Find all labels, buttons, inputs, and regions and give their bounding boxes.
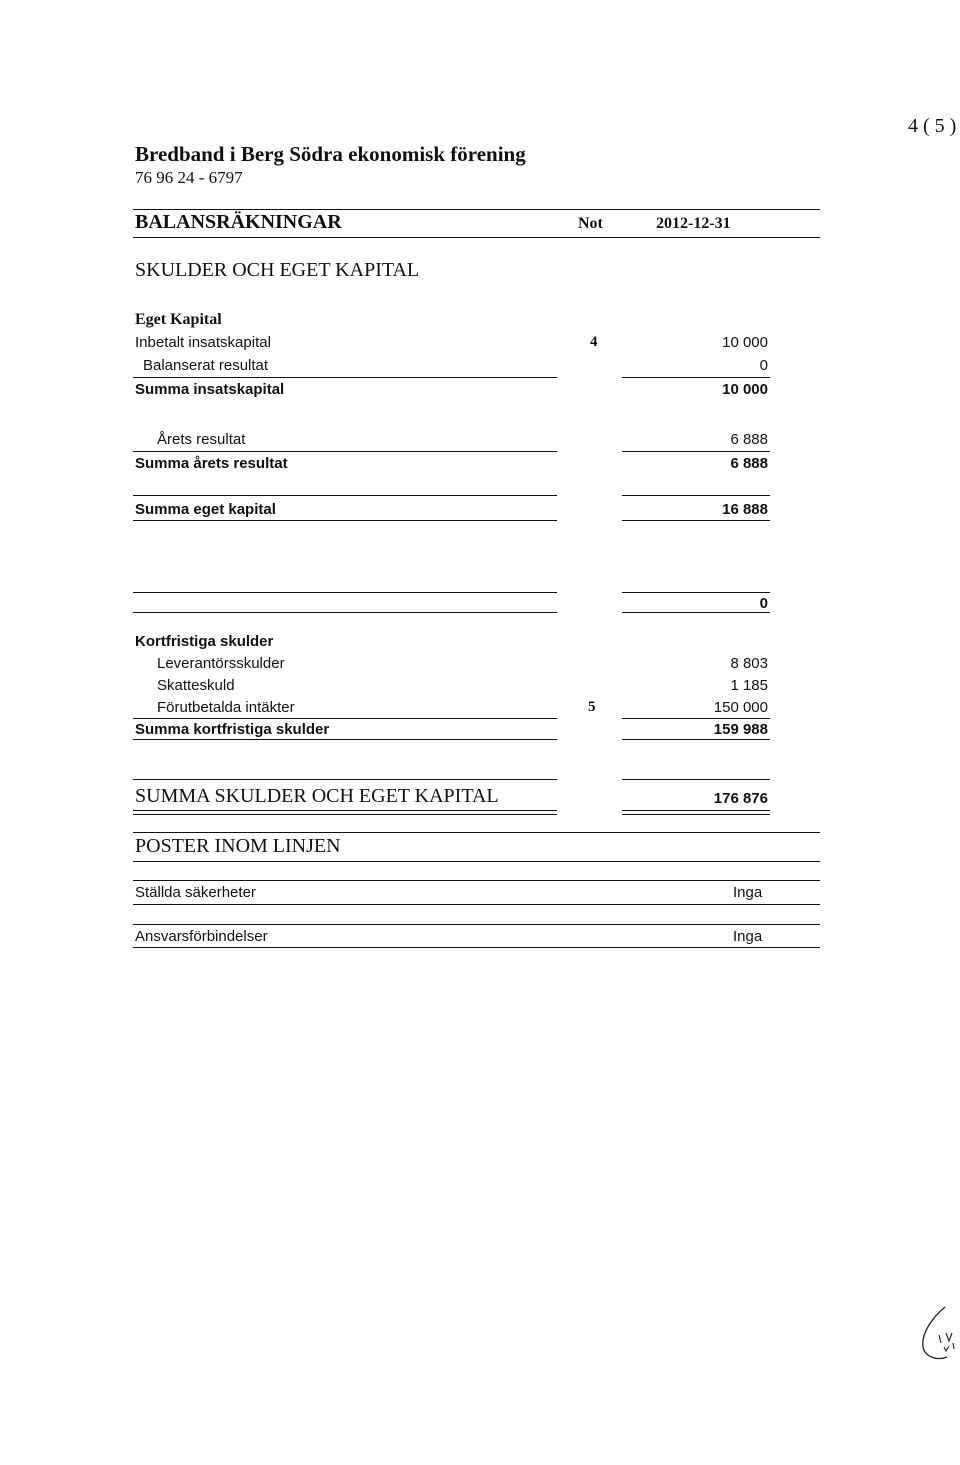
page-number: 4 ( 5 )	[908, 115, 957, 137]
header-top-rule	[133, 209, 820, 210]
grand-total-double-rule	[133, 810, 557, 811]
subtotal-bottom-rule	[133, 739, 557, 740]
total-top-rule	[133, 495, 557, 496]
subtotal-bottom-rule	[622, 739, 770, 740]
row-label: Skatteskuld	[157, 677, 235, 694]
row-value: 8 803	[730, 655, 768, 672]
row-value: 1 185	[730, 677, 768, 694]
subtotal-rule	[133, 451, 557, 452]
poster-row-value: Inga	[733, 884, 763, 901]
row-value: 150 000	[713, 699, 768, 716]
blank-bottom-rule	[622, 612, 770, 613]
subtotal-rule	[622, 377, 770, 378]
row-label: Inbetalt insatskapital	[135, 334, 271, 351]
header-bottom-rule	[133, 237, 820, 238]
row-label: Leverantörsskulder	[157, 655, 285, 672]
org-number: 76 96 24 - 6797	[135, 168, 243, 187]
total-bottom-rule	[133, 520, 557, 521]
row-note: 5	[588, 699, 596, 715]
total-top-rule	[622, 495, 770, 496]
summa-insatskapital-value: 10 000	[722, 381, 768, 398]
summa-kortfristiga-value: 159 988	[713, 721, 768, 738]
blank-bottom-rule	[133, 612, 557, 613]
row-value: 0	[759, 357, 768, 374]
page-title: BALANSRÄKNINGAR	[135, 211, 342, 233]
poster-row-rule	[133, 904, 820, 905]
subtotal-rule	[622, 718, 770, 719]
poster-top-rule	[133, 832, 820, 833]
summa-eget-kapital-value: 16 888	[722, 501, 768, 518]
date-column-header: 2012-12-31	[656, 215, 731, 232]
summa-arets-resultat-value: 6 888	[730, 455, 768, 472]
poster-row-rule	[133, 924, 820, 925]
arets-resultat-value: 6 888	[730, 431, 768, 448]
section-title: SKULDER OCH EGET KAPITAL	[135, 259, 420, 281]
total-bottom-rule	[622, 520, 770, 521]
poster-row-rule	[133, 947, 820, 948]
row-label: Balanserat resultat	[143, 357, 269, 374]
blank-top-rule	[133, 592, 557, 593]
poster-row-label: Ställda säkerheter	[135, 884, 256, 901]
signature-initials	[915, 1305, 960, 1365]
summa-kortfristiga-label: Summa kortfristiga skulder	[135, 721, 330, 738]
grand-total-double-rule	[133, 814, 557, 815]
grand-total-top-rule	[133, 779, 557, 780]
summa-eget-kapital-label: Summa eget kapital	[135, 501, 276, 518]
arets-resultat-label: Årets resultat	[157, 431, 246, 448]
subtotal-rule	[133, 377, 557, 378]
poster-row-value: Inga	[733, 928, 763, 945]
row-value: 10 000	[722, 334, 768, 351]
blank-section-value: 0	[759, 595, 768, 612]
blank-top-rule	[622, 592, 770, 593]
grand-total-double-rule	[622, 814, 770, 815]
poster-title-rule	[133, 861, 820, 862]
eget-kapital-heading: Eget Kapital	[135, 311, 222, 328]
grand-total-value: 176 876	[713, 790, 768, 807]
summa-insatskapital-label: Summa insatskapital	[135, 381, 285, 398]
poster-title: POSTER INOM LINJEN	[135, 835, 341, 857]
summa-arets-resultat-label: Summa årets resultat	[135, 455, 288, 472]
poster-row-label: Ansvarsförbindelser	[135, 928, 268, 945]
grand-total-double-rule	[622, 810, 770, 811]
company-name: Bredband i Berg Södra ekonomisk förening	[135, 142, 526, 166]
note-column-header: Not	[578, 215, 603, 232]
grand-total-top-rule	[622, 779, 770, 780]
subtotal-rule	[133, 718, 557, 719]
row-label: Förutbetalda intäkter	[157, 699, 295, 716]
subtotal-rule	[622, 451, 770, 452]
poster-row-rule	[133, 880, 820, 881]
row-note: 4	[590, 334, 598, 350]
kortfristiga-heading: Kortfristiga skulder	[135, 633, 274, 650]
grand-total-label: SUMMA SKULDER OCH EGET KAPITAL	[135, 785, 499, 807]
